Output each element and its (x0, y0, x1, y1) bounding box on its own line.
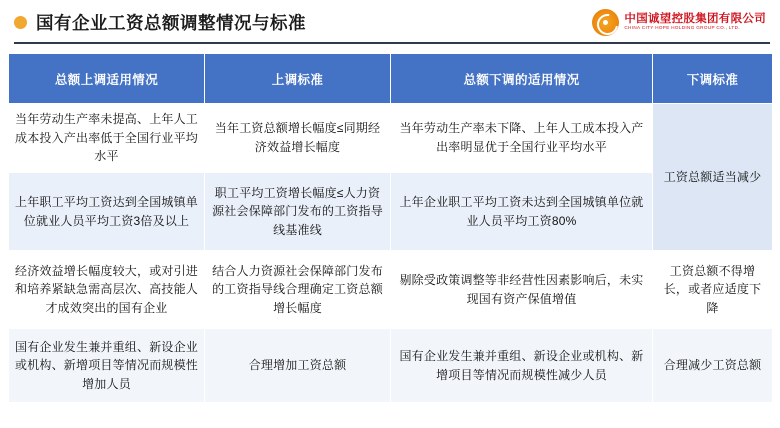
cell-down-standard: 工资总额适当减少 (653, 104, 773, 251)
table-row (9, 104, 773, 173)
column-header-up-case: 总额上调适用情况 (9, 54, 205, 104)
header-divider (14, 42, 770, 44)
cell-up-standard: 结合人力资源社会保障部门发布的工资指导线合理确定工资总额增长幅度 (205, 251, 391, 329)
cell-up-case: 经济效益增长幅度较大，或对引进和培养紧缺急需高层次、高技能人才成效突出的国有企业 (9, 251, 205, 329)
column-header-up-standard: 上调标准 (205, 54, 391, 104)
slide-header (0, 0, 780, 44)
cell-up-case: 国有企业发生兼并重组、新设企业或机构、新增项目等情况而规模性增加人员 (9, 329, 205, 403)
table-header-row (9, 54, 773, 104)
cell-down-standard: 工资总额不得增长，或者应适度下降 (653, 251, 773, 329)
column-header-down-standard: 下调标准 (653, 54, 773, 104)
company-globe-logo-icon (592, 9, 619, 36)
cell-down-case: 上年企业职工平均工资未达到全国城镇单位就业人员平均工资80% (391, 173, 653, 251)
page-title: 国有企业工资总额调整情况与标准 (36, 12, 306, 33)
table-container (0, 44, 780, 403)
cell-down-standard: 合理减少工资总额 (653, 329, 773, 403)
cell-up-standard: 合理增加工资总额 (205, 329, 391, 403)
cell-down-case: 国有企业发生兼并重组、新设企业或机构、新增项目等情况而规模性减少人员 (391, 329, 653, 403)
cell-down-case: 当年劳动生产率未下降、上年人工成本投入产出率明显优于全国行业平均水平 (391, 104, 653, 173)
cell-up-case: 当年劳动生产率未提高、上年人工成本投入产出率低于全国行业平均水平 (9, 104, 205, 173)
company-name-en: CHINA CITY HOPE HOLDING GROUP CO., LTD. (624, 25, 740, 31)
orange-dot-icon (14, 16, 27, 29)
cell-up-standard: 当年工资总额增长幅度≤同期经济效益增长幅度 (205, 104, 391, 173)
cell-up-case: 上年职工平均工资达到全国城镇单位就业人员平均工资3倍及以上 (9, 173, 205, 251)
company-logo (592, 9, 766, 36)
cell-down-case: 剔除受政策调整等非经营性因素影响后，未实现国有资产保值增值 (391, 251, 653, 329)
cell-up-standard: 职工平均工资增长幅度≤人力资源社会保障部门发布的工资指导线基准线 (205, 173, 391, 251)
table-row (9, 251, 773, 329)
column-header-down-case: 总额下调的适用情况 (391, 54, 653, 104)
company-logo-text (624, 13, 766, 31)
wage-adjustment-table (8, 53, 773, 403)
table-row (9, 329, 773, 403)
company-name-cn: 中国诚望控股集团有限公司 (624, 13, 766, 26)
